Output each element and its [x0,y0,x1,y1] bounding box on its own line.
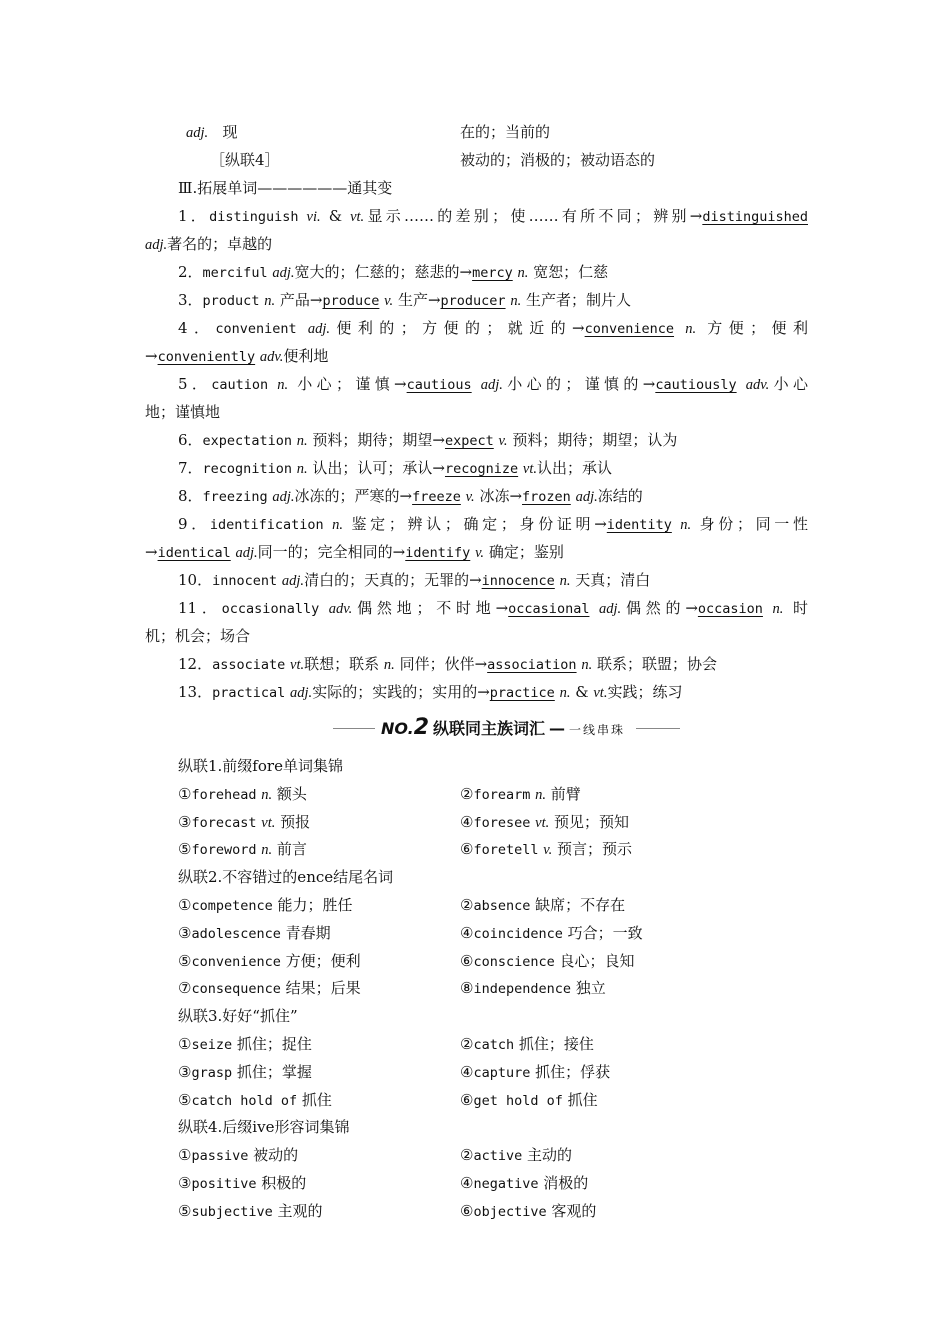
entry-word: freezing [202,489,268,505]
item-word: catch hold of [191,1093,298,1109]
pos-label: v. [543,842,553,858]
item-word: capture [473,1065,531,1081]
derived-word: practice [489,685,555,701]
pos-label: n. [261,842,273,858]
heading-dash: — [549,719,566,738]
pos-label: adj. [186,125,209,141]
pos-label: adj. [480,377,503,393]
pos-label: n. [581,657,593,673]
entry-number: 5． [178,375,212,393]
pos-label: adj. [575,489,598,505]
entry-meaning: 显示……的差别；使……有所不同；辨别→ [364,207,703,225]
item-marker: ① [178,1146,192,1164]
entry-number: 9． [178,515,210,533]
item-marker: ② [460,1035,474,1053]
entry-meaning: 确定；鉴别 [488,543,564,561]
item-marker: ⑤ [178,1202,192,1220]
pos-label: adj. [599,601,622,617]
arrow: → [145,347,158,365]
group-item [460,1173,588,1194]
pos-label: n. [680,517,692,533]
pos-label: vt. [261,815,276,831]
group-item [178,1173,306,1194]
pos-label: adv. [259,349,284,365]
derived-word: identify [405,545,471,561]
entry-word: recognition [202,461,292,477]
entry-6 [178,430,808,450]
item-word: catch [473,1037,515,1053]
group-item [178,978,361,999]
entry-meaning: 偶然地；不时地→ [352,599,509,617]
heading-title: 纵联同主族词汇 [433,719,546,738]
item-word: forecast [191,815,257,831]
entry-number: 1． [178,207,210,225]
entry-number: 7． [178,459,203,477]
group-item [178,951,361,972]
group-item [178,1090,332,1111]
entry-word: caution [211,377,269,393]
entry-word: distinguish [209,209,299,225]
item-meaning: 预见；预知 [554,813,630,831]
entry-13 [178,682,808,702]
item-word: subjective [191,1204,273,1220]
derived-word: freeze [412,489,461,505]
item-marker: ④ [460,813,474,831]
pos-label: v. [384,293,394,309]
item-meaning: 预报 [280,813,311,831]
entry-meaning: 认出；认可；承认→ [312,459,445,477]
group-item [460,1201,596,1222]
entry-9-line-1 [178,514,808,534]
entry-12 [178,654,808,674]
group-item [178,1062,312,1083]
derived-word: occasional [508,601,590,617]
item-word: consequence [191,981,281,997]
entry-number: 13． [178,683,213,701]
entry-meaning: 同伴；伙伴→ [399,655,488,673]
item-word: absence [473,898,531,914]
item-marker: ② [460,896,474,914]
entry-word: identification [209,517,324,533]
pos-label: adj. [281,573,305,589]
entry-number: 10． [178,571,213,589]
group-item [178,1201,323,1222]
entry-meaning: 清白的；天真的；无罪的→ [304,571,482,589]
entry-9-line-2 [145,542,808,562]
group-title: 纵联4.后缀ive形容词集锦 [178,1118,350,1136]
pos-label: n. [296,461,308,477]
item-word: objective [473,1204,547,1220]
item-word: competence [191,898,273,914]
item-word: independence [473,981,571,997]
entry-word: convenient [215,321,297,337]
pos-label: vt. [350,209,365,225]
item-marker: ③ [178,924,192,942]
item-word: conscience [473,954,555,970]
pos-label: n. [296,433,308,449]
pos-label: vt. [522,461,537,477]
entry-number: 12． [178,655,213,673]
item-meaning: 前臂 [550,785,581,803]
entry-number: 6． [178,431,203,449]
entry-5-line-1 [178,374,808,394]
item-marker: ⑤ [178,952,192,970]
item-marker: ③ [178,813,192,831]
entry-word: associate [212,657,286,673]
section-heading [178,712,808,746]
group-item [460,1034,594,1055]
entry-5-line-2: 地；谨慎地 [145,403,221,421]
derived-word: identity [606,517,672,533]
entry-word: merciful [202,265,268,281]
group-item [460,784,581,805]
item-marker: ③ [178,1063,192,1081]
entry-2 [178,262,808,282]
entry-meaning: 著名的；卓越的 [167,235,273,253]
pos-label: adj. [145,237,168,253]
pos-label: n. [264,293,276,309]
pos-label: n. [277,377,289,393]
group-item [178,812,310,833]
item-meaning: 抓住；俘获 [535,1063,611,1081]
item-marker: ⑤ [178,840,192,858]
entry-11-line-1 [178,598,808,618]
entry-meaning: 冰冻→ [479,487,523,505]
group-item [178,895,353,916]
entry-number: 4． [178,319,216,337]
entry-word: product [202,293,260,309]
group-item [460,923,643,944]
item-word: seize [191,1037,233,1053]
entry-meaning: 宽大的；仁慈的；慈悲的→ [294,263,473,281]
group-title: 纵联1.前缀fore单词集锦 [178,757,343,775]
pos-label: n. [261,787,273,803]
item-marker: ① [178,785,192,803]
entry-meaning: 便利地 [283,347,329,365]
entry-word: expectation [202,433,292,449]
derived-word: occasion [697,601,763,617]
group-item [460,951,635,972]
item-meaning: 独立 [575,979,606,997]
derived-word: mercy [472,265,513,281]
group-item [460,895,625,916]
item-meaning: 抓住 [301,1091,332,1109]
item-meaning: 缺席；不存在 [535,896,626,914]
item-meaning: 能力；胜任 [277,896,353,914]
entry-11-line-2: 机；机会；场合 [145,627,251,645]
entry-meaning: 偶然的→ [621,599,698,617]
entry-word: occasionally [221,601,320,617]
entry-meaning: 天真；清白 [575,571,651,589]
heading-number: 2 [413,715,430,740]
item-marker: ⑦ [178,979,192,997]
entry-meaning: 产品→ [279,291,323,309]
entry-meaning: 小心的；谨慎的→ [502,375,656,393]
item-marker: ③ [178,1174,192,1192]
item-word: foresee [473,815,531,831]
derived-word: recognize [444,461,519,477]
pos-label: v. [498,433,508,449]
item-meaning: 被动的 [253,1146,299,1164]
entry-3 [178,290,808,310]
item-word: forearm [473,787,531,803]
item-meaning: 消极的 [543,1174,589,1192]
derived-word: cautiously [655,377,737,393]
entry-meaning: 方便；便利 [707,319,808,337]
item-marker: ⑥ [460,1202,474,1220]
entry-meaning: 预料；期待；期望→ [312,431,445,449]
item-meaning: 方便；便利 [285,952,361,970]
item-marker: ⑤ [178,1091,192,1109]
group-item [460,978,606,999]
entry-meaning: 同一的；完全相同的→ [257,543,406,561]
section3-title: Ⅲ.拓展单词——————通其变 [178,179,393,197]
item-meaning: 青春期 [285,924,331,942]
item-meaning: 抓住；掌握 [236,1063,312,1081]
item-marker: ④ [460,1063,474,1081]
item-meaning: 巧合；一致 [567,924,643,942]
item-marker: ④ [460,1174,474,1192]
item-meaning: 主观的 [277,1202,323,1220]
item-marker: ⑥ [460,840,474,858]
item-meaning: 抓住 [567,1091,598,1109]
pos-label: adj. [272,489,295,505]
derived-word: cautious [406,377,472,393]
entry-4-line-1 [178,318,808,338]
item-word: foretell [473,842,539,858]
group-item [460,812,629,833]
derived-word: produce [322,293,380,309]
pos-label: vt. [290,657,305,673]
entry-1-line-1 [178,206,808,226]
heading-no: NO. [381,719,414,738]
derived-word: expect [444,433,494,449]
pos-label: n. [535,787,547,803]
entry-1-line-2 [145,234,808,254]
heading-text [381,715,625,740]
entry-number: 11． [178,599,222,617]
pos-label: n. [559,685,571,701]
group-item [460,839,632,860]
group-item [178,1145,298,1166]
pos-label: vt. [535,815,550,831]
pos-label: n. [510,293,522,309]
item-marker: ⑥ [460,952,474,970]
pos-label: n. [332,517,344,533]
derived-word: producer [440,293,506,309]
pos-label: adj. [272,265,295,281]
item-meaning: 主动的 [527,1146,573,1164]
heading-subtitle: 一线串珠 [569,723,626,737]
zonglian4-label: ［纵联4］ [210,151,280,169]
group-title: 纵联3.好好“抓住” [178,1007,298,1025]
ampersand: & [328,207,343,225]
item-meaning: 良心；良知 [559,952,635,970]
item-meaning: 前言 [276,840,307,858]
item-meaning: 积极的 [261,1174,307,1192]
ampersand: & [575,683,589,701]
derived-word: association [487,657,577,673]
item-meaning: 额头 [276,785,307,803]
entry-meaning: 身份；同一性 [699,515,808,533]
group-item [460,1090,598,1111]
pos-label: vi. [306,209,321,225]
entry-meaning: 生产者；制片人 [525,291,631,309]
item-word: negative [473,1176,539,1192]
derived-word: frozen [522,489,571,505]
group-item [178,1034,312,1055]
carryover-word: 现 [222,123,238,141]
heading-rule-left [333,728,375,729]
item-marker: ⑥ [460,1091,474,1109]
zonglian4-meaning: 被动的；消极的；被动语态的 [460,151,656,169]
entry-10 [178,570,808,590]
entry-meaning: 小心 [769,375,808,393]
group-item [460,1145,572,1166]
item-marker: ② [460,785,474,803]
derived-word: convenience [584,321,675,337]
entry-4-line-2 [145,346,808,366]
carryover-meaning: 在的；当前的 [460,123,551,141]
heading-rule-right [636,728,680,729]
pos-label: n. [559,573,571,589]
entry-meaning: 便利的；方便的；就近的→ [330,319,585,337]
item-meaning: 抓住；捉住 [236,1035,312,1053]
item-marker: ⑧ [460,979,474,997]
entry-meaning: 小心；谨慎→ [297,375,407,393]
derived-word: distinguished [702,209,808,225]
group-item [178,784,307,805]
entry-meaning: 生产→ [397,291,441,309]
item-meaning: 结果；后果 [285,979,361,997]
pos-label: adj. [235,545,258,561]
item-word: get hold of [473,1093,563,1109]
entry-meaning: 实践；练习 [607,683,683,701]
item-marker: ② [460,1146,474,1164]
item-word: active [473,1148,523,1164]
entry-meaning: 认出；承认 [537,459,613,477]
item-word: foreword [191,842,257,858]
item-word: adolescence [191,926,281,942]
entry-meaning: 冻结的 [597,487,643,505]
pos-label: vt. [593,685,608,701]
pos-label: adv. [328,601,353,617]
entry-meaning: 冰冻的；严寒的→ [294,487,413,505]
pos-label: adj. [290,685,313,701]
pos-label: v. [465,489,475,505]
group-item [460,1062,610,1083]
pos-label: adv. [745,377,770,393]
group-item [178,923,331,944]
item-marker: ① [178,896,192,914]
derived-word: conveniently [157,349,256,365]
item-word: positive [191,1176,257,1192]
entry-number: 2． [178,263,203,281]
item-word: convenience [191,954,281,970]
entry-meaning: 联想；联系 [304,655,380,673]
pos-label: adj. [307,321,331,337]
entry-meaning: 实际的；实践的；实用的→ [312,683,490,701]
group-title: 纵联2.不容错过的ence结尾名词 [178,868,394,886]
arrow: → [145,543,158,561]
pos-label: n. [772,601,784,617]
group-item [178,839,307,860]
entry-meaning: 预料；期待；期望；认为 [512,431,678,449]
entry-meaning: 宽恕；仁慈 [533,263,609,281]
entry-meaning: 联系；联盟；协会 [597,655,718,673]
pos-label: n. [383,657,395,673]
item-meaning: 客观的 [551,1202,597,1220]
entry-number: 3． [178,291,203,309]
item-meaning: 抓住；接住 [518,1035,594,1053]
entry-word: innocent [212,573,278,589]
item-word: grasp [191,1065,233,1081]
item-word: coincidence [473,926,563,942]
item-marker: ① [178,1035,192,1053]
entry-number: 8． [178,487,203,505]
pos-label: n. [685,321,697,337]
entry-8 [178,486,808,506]
derived-word: innocence [481,573,555,589]
entry-7 [178,458,808,478]
entry-meaning: 鉴定；辨认；确定；身份证明→ [351,515,607,533]
pos-label: n. [517,265,529,281]
entry-word: practical [212,685,286,701]
derived-word: identical [157,545,231,561]
item-word: passive [191,1148,249,1164]
item-meaning: 预言；预示 [557,840,633,858]
pos-label: v. [475,545,485,561]
item-marker: ④ [460,924,474,942]
entry-meaning: 时 [792,599,808,617]
item-word: forehead [191,787,257,803]
